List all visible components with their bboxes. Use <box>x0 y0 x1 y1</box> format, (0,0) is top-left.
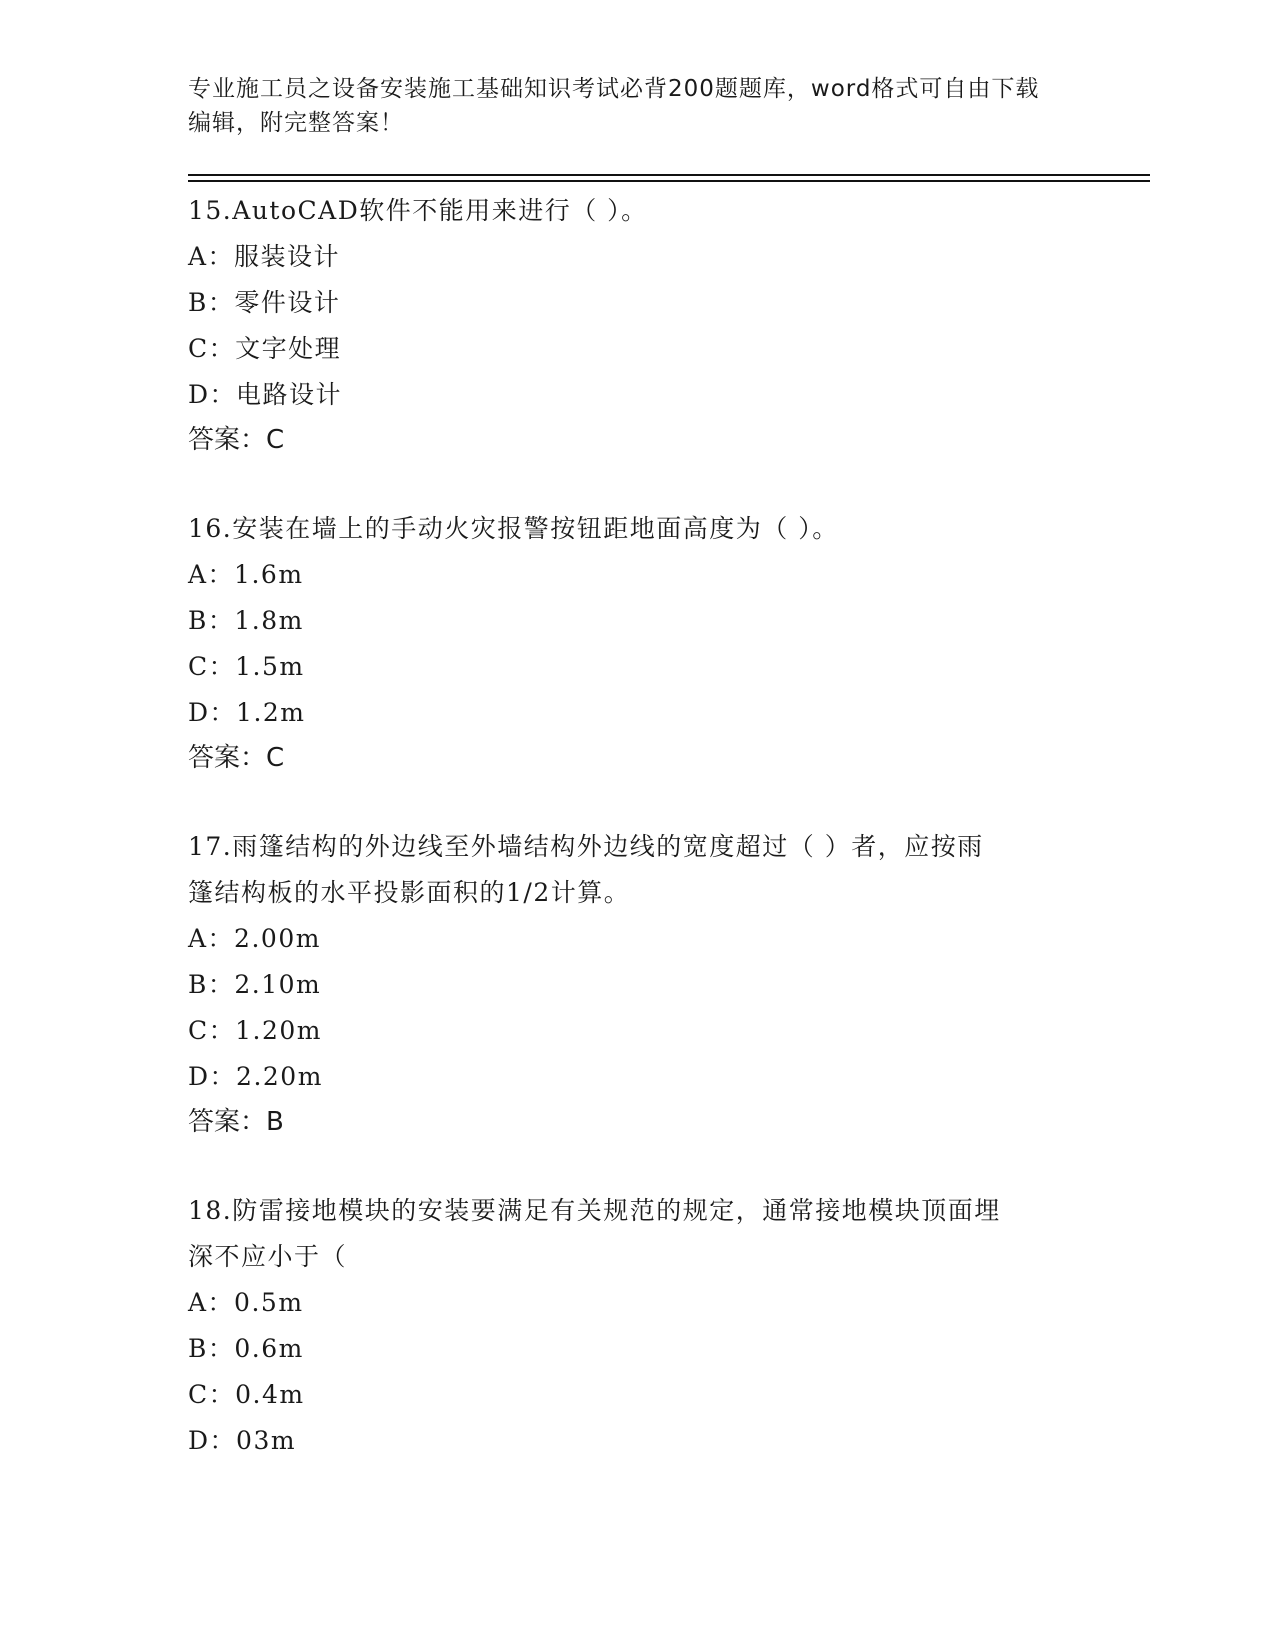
header-line-1: 专业施工员之设备安装施工基础知识考试必背200题题库，word格式可自由下载 <box>188 76 1040 102</box>
option-c: C：文字处理 <box>188 334 342 363</box>
option-d: D：03m <box>188 1426 297 1455</box>
answer: 答案：C <box>188 425 285 455</box>
question-stem: 15.AutoCAD软件不能用来进行（ ）。 <box>188 196 648 225</box>
option-d: D：2.20m <box>188 1062 323 1091</box>
question-stem-line-2: 深不应小于（ <box>188 1242 348 1271</box>
header-line-2: 编辑，附完整答案！ <box>188 110 404 136</box>
option-d: D：电路设计 <box>188 380 343 409</box>
question-list <box>188 188 1088 1508</box>
option-a: A：0.5m <box>188 1288 304 1317</box>
question-stem-line-1: 18.防雷接地模块的安装要满足有关规范的规定，通常接地模块顶面埋 <box>188 1196 1001 1225</box>
option-a: A：1.6m <box>188 560 304 589</box>
option-a: A：2.00m <box>188 924 321 953</box>
option-a: A：服装设计 <box>188 242 341 271</box>
option-c: C：0.4m <box>188 1380 305 1409</box>
question-17 <box>188 824 1088 1144</box>
question-18 <box>188 1188 1088 1464</box>
option-c: C：1.5m <box>188 652 305 681</box>
question-stem-line-1: 17.雨篷结构的外边线至外墙结构外边线的宽度超过（ ）者，应按雨 <box>188 832 984 861</box>
option-d: D：1.2m <box>188 698 306 727</box>
question-15 <box>188 188 1088 462</box>
question-stem-line-2: 篷结构板的水平投影面积的1/2计算。 <box>188 878 631 907</box>
option-b: B：零件设计 <box>188 288 341 317</box>
option-b: B：0.6m <box>188 1334 304 1363</box>
header-divider-bottom <box>188 180 1150 182</box>
document-header <box>188 72 1068 140</box>
header-divider-top <box>188 174 1150 176</box>
answer: 答案：B <box>188 1107 284 1137</box>
option-b: B：1.8m <box>188 606 304 635</box>
option-b: B：2.10m <box>188 970 322 999</box>
question-stem: 16.安装在墙上的手动火灾报警按钮距地面高度为（ ）。 <box>188 514 839 543</box>
option-c: C：1.20m <box>188 1016 322 1045</box>
question-16 <box>188 506 1088 780</box>
answer: 答案：C <box>188 743 285 773</box>
